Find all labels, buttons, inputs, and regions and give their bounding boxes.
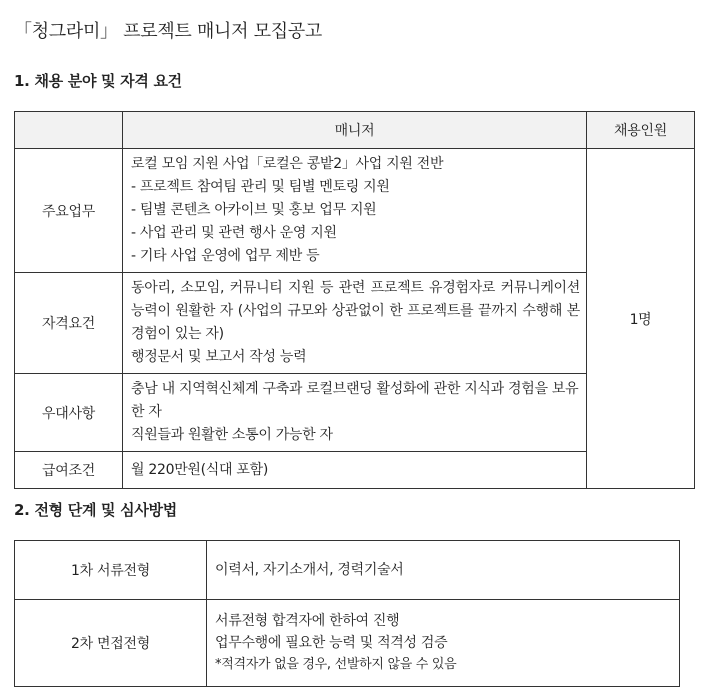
list-item: 월 220만원(식대 포함) [131,461,269,478]
section-heading-recruitment: 1. 채용 분야 및 자격 요건 [14,72,182,90]
qualifications-content [123,273,587,374]
table-row [15,541,680,600]
list-item: - 팀별 콘텐츠 아카이브 및 홍보 업무 지원 [131,202,377,218]
row-label-preferences: 우대사항 [15,374,123,452]
preferences-content [123,374,587,452]
row-label-qualifications: 자격요건 [15,273,123,374]
row-label-salary: 급여조건 [15,452,123,489]
section-heading-selection: 2. 전형 단계 및 심사방법 [14,501,177,519]
method-document-screening [207,541,680,600]
selection-table [14,540,680,687]
list-item-note: *적격자가 없을 경우, 선발하지 않을 수 있음 [215,657,457,672]
table-header-row [15,112,695,149]
list-item: 업무수행에 필요한 능력 및 적격성 검증 [215,635,448,651]
list-item: 서류전형 합격자에 한하여 진행 [215,613,400,629]
headcount-value: 1명 [587,149,695,489]
list-item: 행정문서 및 보고서 작성 능력 [131,349,307,365]
header-empty-cell [15,112,123,149]
list-item: 로컬 모임 지원 사업「로컬은 콩밭2」사업 지원 전반 [131,156,444,172]
stage-interview: 2차 면접전형 [15,600,207,687]
list-item: 이력서, 자기소개서, 경력기술서 [215,562,404,578]
list-item: - 사업 관리 및 관련 행사 운영 지원 [131,225,337,241]
list-item: 동아리, 소모임, 커뮤니티 지원 등 관련 프로젝트 유경험자로 커뮤니케이션 능력이 원활한 자 (사업의 규모와 상관없이 한 프로젝트를 끝까지 수행해 본 경험이 있는 자) [131,280,580,342]
row-label-duties: 주요업무 [15,149,123,273]
header-headcount: 채용인원 [587,112,695,149]
list-item: 충남 내 지역혁신체계 구축과 로컬브랜딩 활성화에 관한 지식과 경험을 보유한 자 [131,381,579,420]
table-row [15,149,695,273]
list-item: 직원들과 원활한 소통이 가능한 자 [131,427,333,443]
method-interview [207,600,680,687]
table-row [15,600,680,687]
list-item: - 프로젝트 참여팀 관리 및 팀별 멘토링 지원 [131,179,390,195]
recruitment-table [14,111,695,489]
duties-content [123,149,587,273]
list-item: - 기타 사업 운영에 업무 제반 등 [131,248,320,264]
stage-document-screening: 1차 서류전형 [15,541,207,600]
salary-content [123,452,587,489]
page-title: 「청그라미」 프로젝트 매니저 모집공고 [14,21,322,42]
header-position: 매니저 [123,112,587,149]
